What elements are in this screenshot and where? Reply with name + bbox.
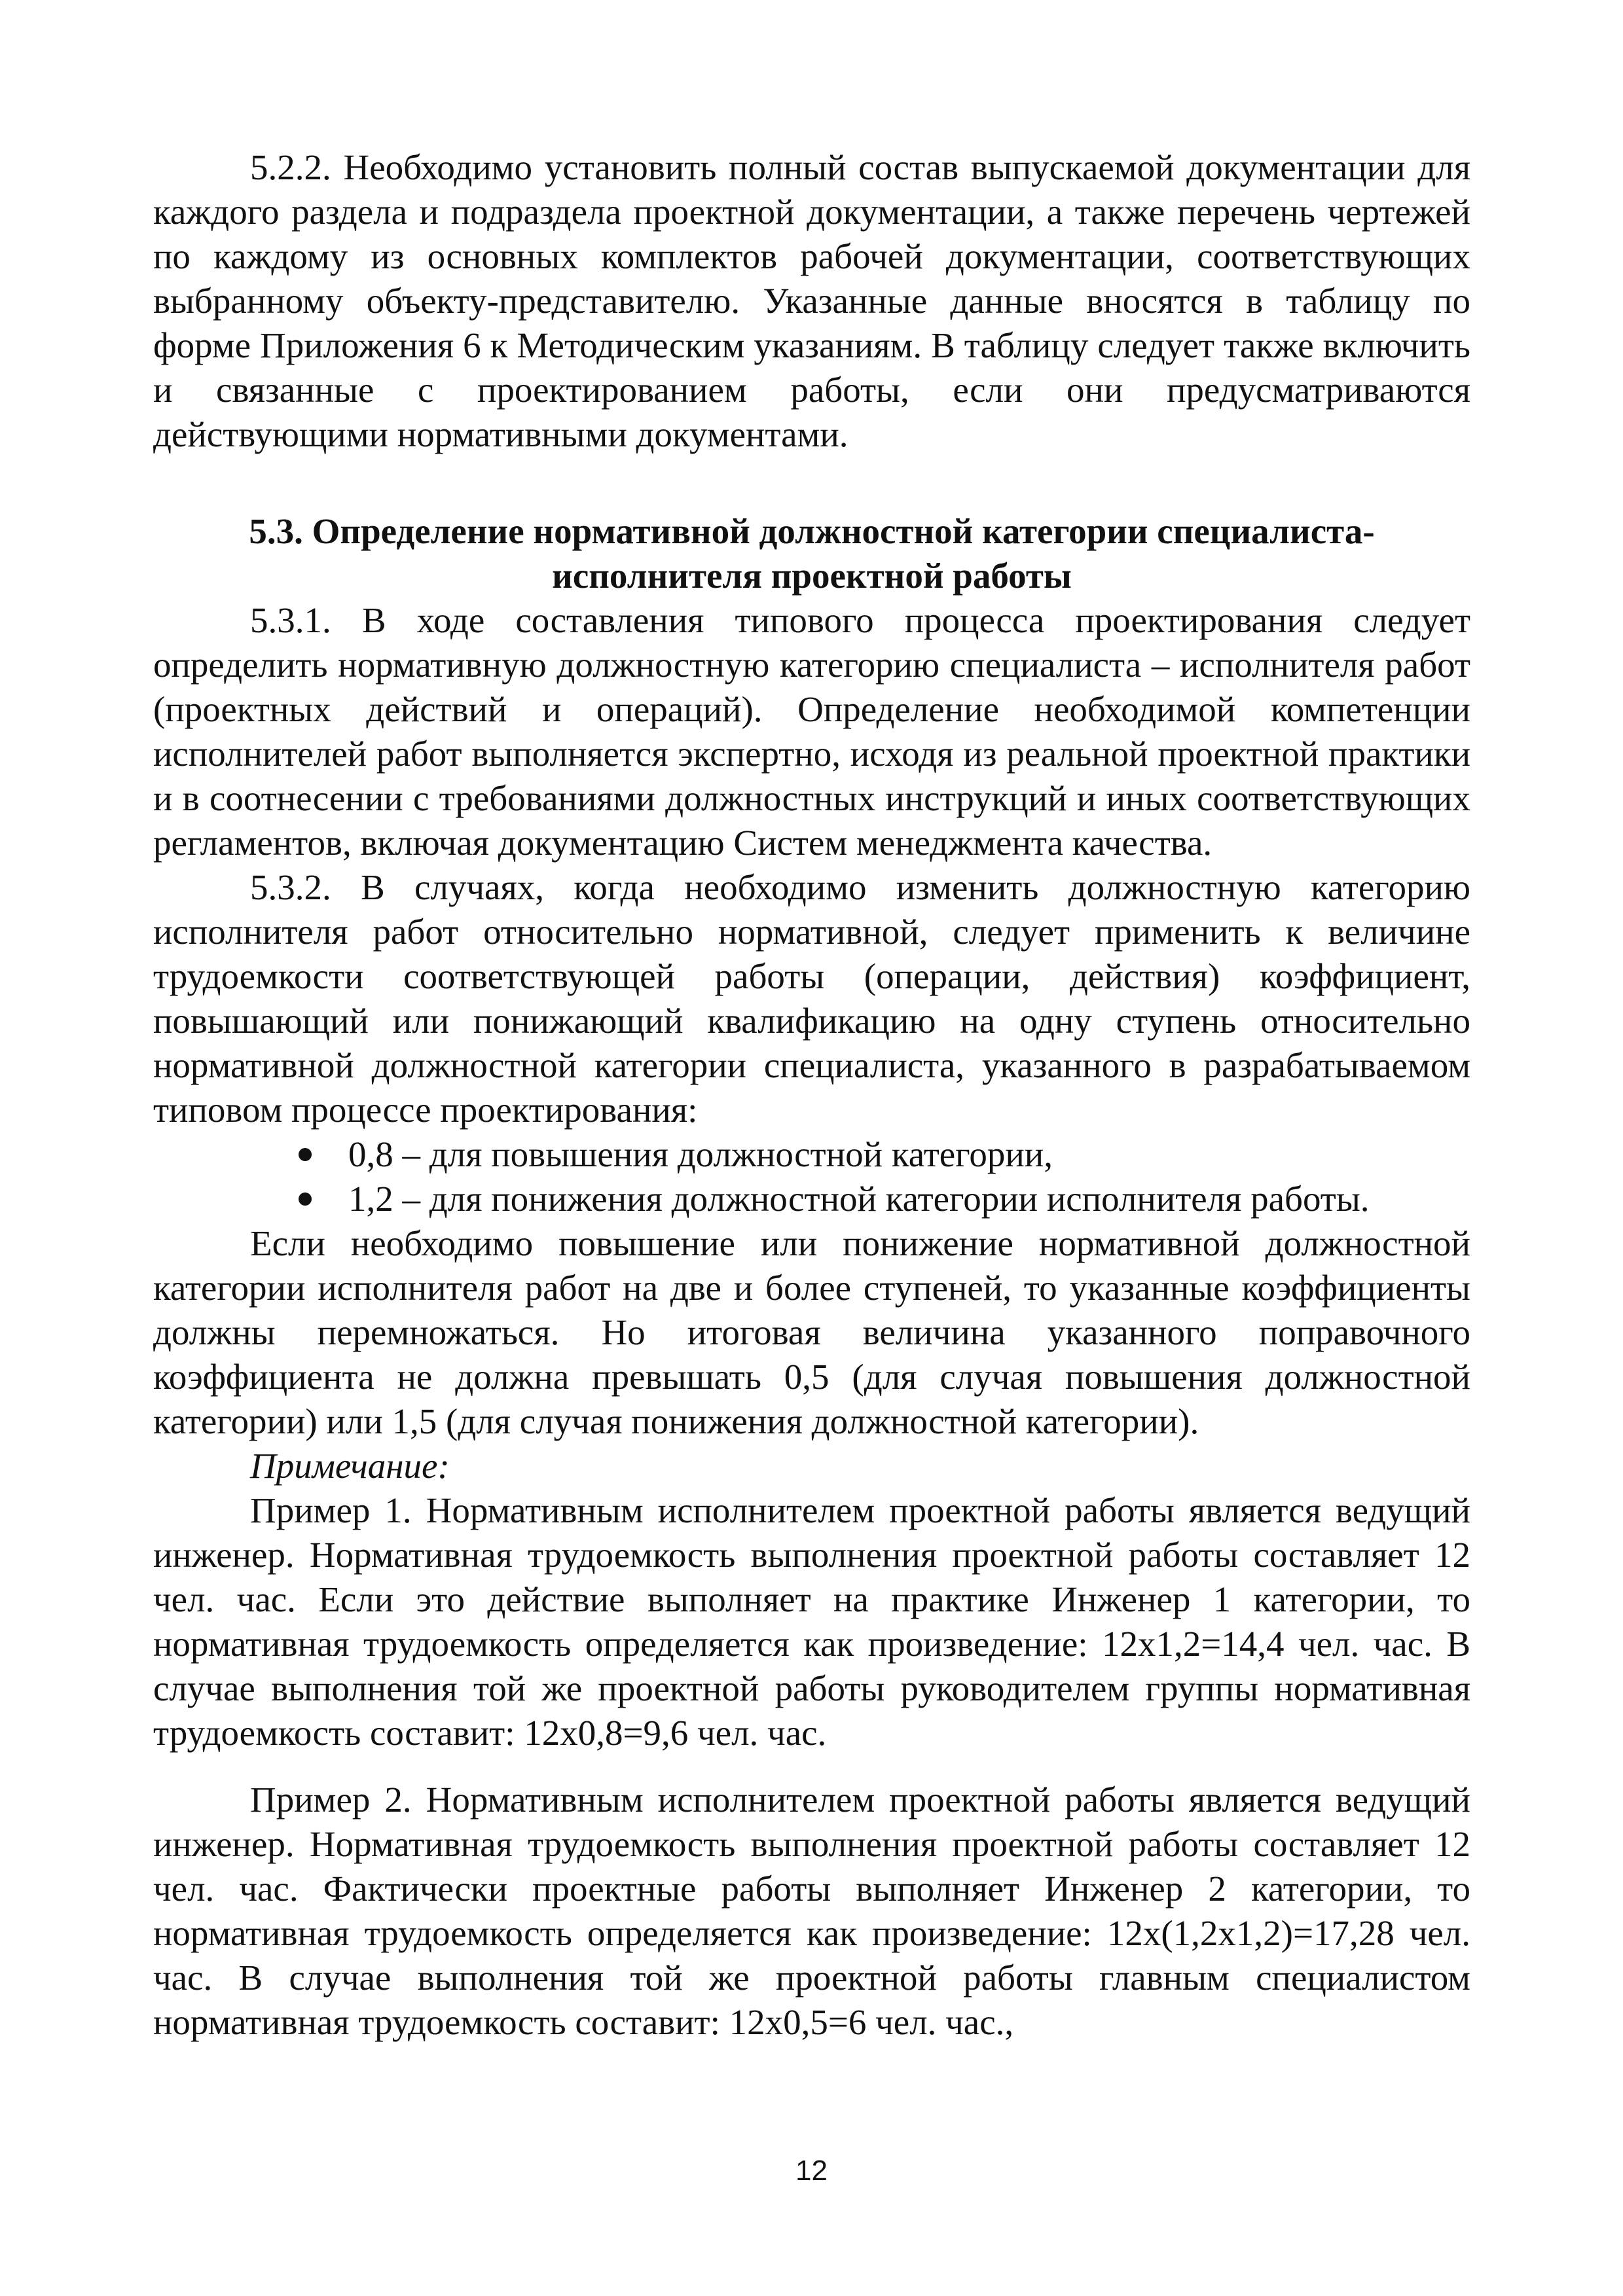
section-5-3-1-paragraph: 5.3.1. В ходе составления типового процесса проектирования следует определить нормативную должностную категорию специалиста – исполнителя работ (проектных действий и операций). Определение необходимой компетенции исполнителей работ выполняется экспертно, исходя из реальной проектной практики и в соотнесении с требованиями должностных инструкций и иных соответствующих регламентов, включая документацию Систем менеджмента качества.: [153, 600, 1470, 863]
document-page: [153, 145, 1470, 2045]
page-number: 12: [795, 2155, 828, 2187]
example-2-paragraph: Пример 2. Нормативным исполнителем проектной работы является ведущий инженер. Нормативная трудоемкость выполнения проектной работы составляет 12 чел. час. Фактически проектные работы выполняет Инженер 2 категории, то нормативная трудоемкость определяется как произведение: 12х(1,2х1,2)=17,28 чел. час. В случае выполнения той же проектной работы главным специалистом нормативная трудоемкость составит: 12х0,5=6 чел. час.,: [153, 1780, 1470, 2042]
list-item-text: 1,2 – для понижения должностной категории исполнителя работы.: [348, 1179, 1370, 1219]
example-1-paragraph: Пример 1. Нормативным исполнителем проектной работы является ведущий инженер. Нормативная трудоемкость выполнения проектной работы составляет 12 чел. час. Если это действие выполняет на практике Инженер 1 категории, то нормативная трудоемкость определяется как произведение: 12х1,2=14,4 чел. час. В случае выполнения той же проектной работы руководителем группы нормативная трудоемкость составит: 12х0,8=9,6 чел. час.: [153, 1490, 1470, 1753]
list-item: [153, 1132, 1470, 1177]
bullet-icon: [299, 1193, 312, 1206]
multi-step-paragraph: Если необходимо повышение или понижение нормативной должностной категории исполнителя работ на две и более ступеней, то указанные коэффициенты должны перемножаться. Но итоговая величина указанного поправочного коэффициента не должна превышать 0,5 (для случая повышения должностной категории) или 1,5 (для случая понижения должностной категории).: [153, 1223, 1470, 1441]
section-5-2-2-paragraph: 5.2.2. Необходимо установить полный состав выпускаемой документации для каждого раздела и подраздела проектной документации, а также перечень чертежей по каждому из основных комплектов рабочей документации, соответствующих выбранному объекту-представителю. Указанные данные вносятся в таблицу по форме Приложения 6 к Методическим указаниям. В таблицу следует также включить и связанные с проектированием работы, если они предусматриваются действующими нормативными документами.: [153, 147, 1470, 454]
section-5-3-2-paragraph: 5.3.2. В случаях, когда необходимо изменить должностную категорию исполнителя работ относительно нормативной, следует применить к величине трудоемкости соответствующей работы (операции, действия) коэффициент, повышающий или понижающий квалификацию на одну ступень относительно нормативной должностной категории специалиста, указанного в разрабатываемом типовом процессе проектирования:: [153, 867, 1470, 1130]
section-5-3-heading: 5.3. Определение нормативной должностной категории специалиста-исполнителя проектной работы: [249, 511, 1375, 596]
note-label: Примечание:: [250, 1446, 450, 1486]
list-item-text: 0,8 – для повышения должностной категории,: [348, 1134, 1053, 1174]
coefficient-list: [153, 1132, 1470, 1221]
bullet-icon: [299, 1148, 312, 1161]
list-item: [153, 1177, 1470, 1221]
